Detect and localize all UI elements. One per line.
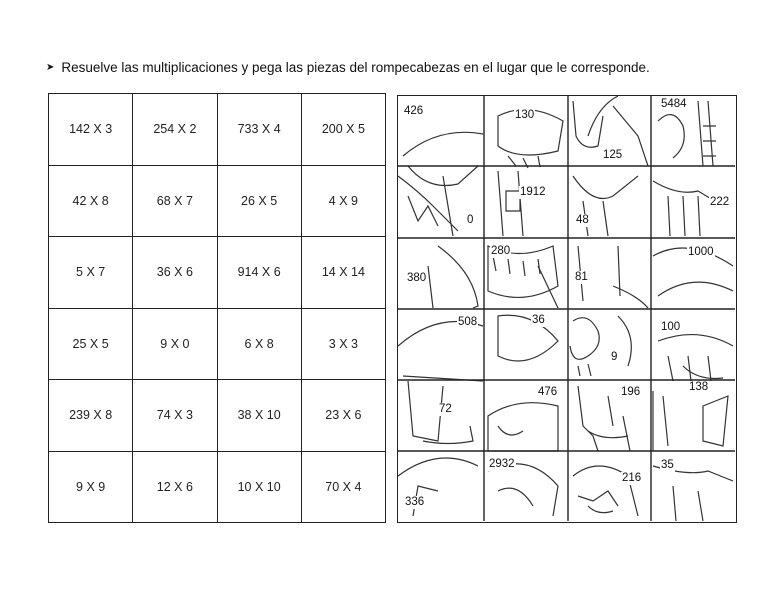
piece-number: 1912	[520, 186, 546, 198]
piece-number: 336	[405, 496, 425, 508]
instruction-text: Resuelve las multiplicaciones y pega las piezas del rompecabezas en el lugar que le corresponde.	[61, 60, 650, 75]
operation-cell: 4 X 9	[301, 165, 385, 237]
operation-cell: 14 X 14	[301, 237, 385, 309]
operation-cell: 10 X 10	[217, 451, 301, 523]
piece-number: 2932	[489, 458, 515, 470]
table-row	[49, 94, 386, 166]
operation-cell: 254 X 2	[133, 94, 217, 166]
piece-number: 196	[621, 386, 641, 398]
puzzle-grid	[397, 95, 737, 523]
table-row	[49, 380, 386, 452]
piece-number: 508	[458, 316, 478, 328]
table-row	[49, 165, 386, 237]
operation-cell: 70 X 4	[301, 451, 385, 523]
operation-cell: 38 X 10	[217, 380, 301, 452]
piece-number: 5484	[661, 98, 687, 110]
operation-cell: 25 X 5	[49, 308, 133, 380]
table-row	[49, 308, 386, 380]
puzzle-drawing	[398, 96, 735, 521]
piece-number: 81	[575, 271, 588, 283]
operation-cell: 74 X 3	[133, 380, 217, 452]
piece-number: 125	[603, 149, 623, 161]
operation-cell: 42 X 8	[49, 165, 133, 237]
operation-cell: 914 X 6	[217, 237, 301, 309]
piece-number: 380	[407, 272, 427, 284]
operation-cell: 26 X 5	[217, 165, 301, 237]
operation-cell: 12 X 6	[133, 451, 217, 523]
operation-cell: 23 X 6	[301, 380, 385, 452]
piece-number: 100	[661, 321, 681, 333]
piece-number: 36	[532, 314, 545, 326]
piece-number: 280	[491, 245, 511, 257]
operation-cell: 9 X 9	[49, 451, 133, 523]
operation-cell: 142 X 3	[49, 94, 133, 166]
operation-cell: 200 X 5	[301, 94, 385, 166]
operation-cell: 36 X 6	[133, 237, 217, 309]
operation-cell: 5 X 7	[49, 237, 133, 309]
arrow-bullet-icon: ➤	[46, 61, 55, 73]
table-row	[49, 451, 386, 523]
piece-number: 72	[439, 403, 452, 415]
piece-number: 138	[689, 381, 709, 393]
piece-number: 426	[404, 105, 424, 117]
piece-number: 48	[576, 214, 589, 226]
piece-number: 1000	[688, 246, 714, 258]
piece-number: 35	[661, 459, 674, 471]
piece-number: 0	[467, 214, 474, 226]
instruction	[46, 60, 650, 75]
operation-cell: 239 X 8	[49, 380, 133, 452]
piece-number: 216	[622, 472, 642, 484]
operation-cell: 3 X 3	[301, 308, 385, 380]
multiplication-table	[48, 93, 386, 523]
piece-number: 222	[710, 196, 730, 208]
operation-cell: 733 X 4	[217, 94, 301, 166]
operation-cell: 6 X 8	[217, 308, 301, 380]
operation-cell: 68 X 7	[133, 165, 217, 237]
piece-number: 476	[538, 386, 558, 398]
operation-cell: 9 X 0	[133, 308, 217, 380]
piece-number: 9	[611, 351, 618, 363]
piece-number: 130	[515, 109, 535, 121]
table-row	[49, 237, 386, 309]
